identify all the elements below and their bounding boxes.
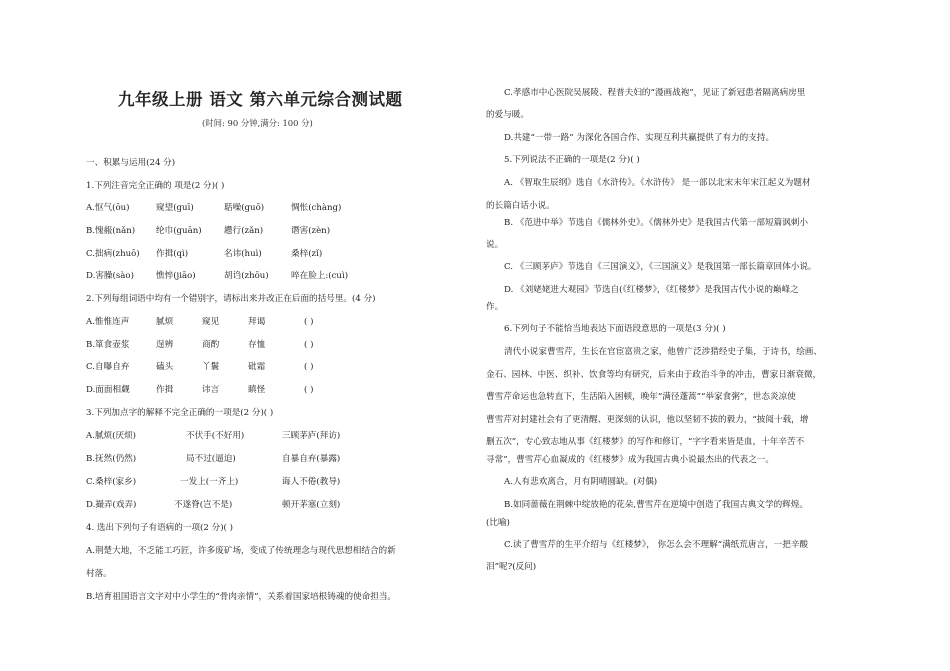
q4-option-a-cont: 村落。 bbox=[86, 569, 112, 579]
q1-option-cell: D.害臊(sào) bbox=[86, 271, 134, 281]
q2-answer-paren: ( ) bbox=[304, 340, 314, 350]
q2-answer-paren: ( ) bbox=[304, 317, 314, 327]
q1-option-cell: 谮害(zèn) bbox=[291, 226, 331, 236]
q3-option-cell: 诲人不倦(教导) bbox=[282, 477, 341, 487]
q2-option-cell: A.惟惟连声 bbox=[86, 317, 130, 327]
q1-option-cell: 纶巾(guān) bbox=[156, 226, 202, 236]
section-heading: 一、积累与运用(24 分) bbox=[86, 158, 176, 168]
q2-option-cell: D.面面相觑 bbox=[86, 385, 130, 395]
q1-option-cell: A.怄气(ōu) bbox=[86, 203, 130, 213]
q2-option-cell: 窥见 bbox=[202, 317, 220, 327]
q3-option-cell: D.撮弄(戏弄) bbox=[86, 500, 137, 510]
q2-option-cell: 逞辨 bbox=[156, 340, 174, 350]
q2-answer-paren: ( ) bbox=[304, 362, 314, 372]
q2-option-cell: 丫鬟 bbox=[202, 362, 220, 372]
q2-option-cell: 腻烦 bbox=[156, 317, 174, 327]
q2-option-cell: 拜谒 bbox=[248, 317, 266, 327]
q2-option-cell: 商酌 bbox=[202, 340, 220, 350]
q3-option-cell: 自暴自弃(暴露) bbox=[282, 454, 341, 464]
q4-option-c: C.孝感市中心医院吴展陵、程普夫妇的“漫画战袍”，见证了新冠患者隔离病房里 bbox=[504, 88, 806, 98]
q1-option-cell: 聒噪(guō) bbox=[224, 203, 265, 213]
q1-option-cell: 窥望(guī) bbox=[156, 203, 194, 213]
q2-option-cell: 瞋怪 bbox=[248, 385, 266, 395]
q5-option-b-cont: 说。 bbox=[486, 240, 504, 250]
q2-option-cell: C.自曝自弃 bbox=[86, 362, 130, 372]
exam-time-info: (时间: 90 分钟,满分: 100 分) bbox=[202, 118, 313, 128]
q6-option-b-cont: (比喻) bbox=[486, 518, 510, 528]
q6-passage-line: 清代小说家曹雪芹，生长在官宦富贵之家，他曾广泛涉猎经史子集，于诗书，绘画、 bbox=[504, 347, 822, 357]
q1-stem: 1.下列注音完全正确的 项是(2 分)( ) bbox=[86, 181, 225, 191]
q2-option-cell: 存恤 bbox=[248, 340, 266, 350]
q5-stem: 5.下列说法不正确的一项是(2 分)( ) bbox=[504, 155, 640, 165]
q1-option-cell: 趱行(zǎn) bbox=[224, 226, 264, 236]
q2-stem: 2.下列每组词语中均有一个错别字，请标出来并改正在后面的括号里。(4 分) bbox=[86, 294, 376, 304]
q6-passage-line: 曹雪芹对封建社会有了更清醒、更深刻的认识，他以坚韧不拔的毅力，“披阅十载，增 bbox=[486, 415, 809, 425]
q5-option-c: C. 《三顾茅庐》节选自《三国演义》，《三国演义》是我国第一部长篇章回体小说。 bbox=[504, 262, 817, 272]
q4-option-d: D.共建“一带一路” 为深化各国合作、实现互利共赢提供了有力的支持。 bbox=[504, 133, 775, 143]
q6-passage-line: 曹雪芹命运也急转直下，生活陷入困顿，晚年“满径蓬蒿”“举家食粥”，世态炎凉使 bbox=[486, 392, 796, 402]
q3-option-cell: 不遂脊(岂不是) bbox=[174, 500, 233, 510]
q2-answer-paren: ( ) bbox=[304, 385, 314, 395]
q3-option-cell: 一发上(一齐上) bbox=[180, 477, 239, 487]
q6-passage-line: 删五次”，专心致志地从事《红楼梦》的写作和修订，“字字看来皆是血，十年辛苦不 bbox=[486, 437, 805, 447]
q6-passage-line: 寻常”，曹雪芹心血凝成的《红楼梦》成为我国古典小说最杰出的代表之一。 bbox=[486, 455, 774, 465]
q6-option-c-cont: 泪”呢?(反问) bbox=[486, 562, 537, 572]
q5-option-a-cont: 的长篇白话小说。 bbox=[486, 201, 555, 211]
q1-option-cell: 胡诌(zhōu) bbox=[224, 271, 269, 281]
q1-option-cell: 憔悴(jiāo) bbox=[156, 271, 196, 281]
q2-option-cell: 砒霜 bbox=[248, 362, 266, 372]
q6-option-a: A.人有悲欢离合，月有阴晴圆缺。(对偶) bbox=[504, 477, 658, 487]
q1-option-cell: 惆怅(chàng) bbox=[291, 203, 342, 213]
q3-option-cell: C.桑梓(家乡) bbox=[86, 477, 137, 487]
q6-passage-line: 金石、园林、中医、织补、饮食等均有研究，后来由于政治斗争的冲击，曹家日渐衰微， bbox=[486, 370, 822, 380]
q3-option-cell: 顿开茅塞(立刻) bbox=[282, 500, 341, 510]
q1-option-cell: 作揖(qì) bbox=[156, 249, 189, 259]
q3-option-cell: 不伏手(不好用) bbox=[186, 431, 245, 441]
q3-option-cell: A.腻烦(厌烦) bbox=[86, 431, 137, 441]
q2-option-cell: 作揖 bbox=[156, 385, 174, 395]
q3-option-cell: 局不过(逼迫) bbox=[186, 454, 236, 464]
q4-stem: 4. 选出下列句子有语病的一项(2 分)( ) bbox=[86, 523, 233, 533]
q6-option-c: C.读了曹雪芹的生平介绍与《红楼梦》， 你怎么会不理解“满纸荒唐言，一把辛酸 bbox=[504, 540, 809, 550]
q5-option-d-cont: 作。 bbox=[486, 302, 504, 312]
q1-option-cell: 啐在脸上:(cuì) bbox=[291, 271, 349, 281]
q3-stem: 3.下列加点字的解释不完全正确的一项是(2 分)( ) bbox=[86, 408, 274, 418]
q5-option-d: D. 《刘姥姥进大观园》节选自(《红楼梦》，《红楼梦》是我国古代小说的巅峰之 bbox=[504, 285, 799, 295]
q6-stem: 6.下列句子不能恰当地表达下面语段意思的一项是(3 分)( ) bbox=[504, 324, 726, 334]
page-title: 九年级上册 语文 第六单元综合测试题 bbox=[118, 90, 403, 109]
q1-option-cell: 桑梓(zǐ) bbox=[291, 249, 323, 259]
q1-option-cell: 名讳(huì) bbox=[224, 249, 262, 259]
q5-option-b: B. 《范进中举》节选自《儒林外史》。《儒林外史》是我国古代第一部短篇讽刺小 bbox=[504, 218, 808, 228]
q6-option-b: B.如同蔷薇在荆棘中绽放艳的花朵,曹雪芹在逆境中创造了我国古典文学的辉煌。 bbox=[504, 500, 808, 510]
q5-option-a: A. 《智取生辰纲》选自《水浒传》。《水浒传》 是一部以北宋末年宋江起义为题材 bbox=[504, 178, 811, 188]
q4-option-c-cont: 的爱与暖。 bbox=[486, 110, 529, 120]
q4-option-a: A.荆楚大地，不乏能工巧匠，许多废矿场，变成了传统理念与现代思想相结合的新 bbox=[86, 546, 396, 556]
q3-option-cell: B.抚然(仍然) bbox=[86, 454, 137, 464]
q2-option-cell: 讳言 bbox=[202, 385, 220, 395]
q2-option-cell: 磕头 bbox=[156, 362, 174, 372]
q4-option-b: B.培育祖国语言文字对中小学生的“骨肉亲情”，关系着国家培根铸魂的使命担当。 bbox=[86, 592, 397, 602]
q1-option-cell: B.愧赧(nǎn) bbox=[86, 226, 136, 236]
q2-option-cell: B.箪食壶浆 bbox=[86, 340, 130, 350]
q3-option-cell: 三顾茅庐(拜访) bbox=[282, 431, 341, 441]
q1-option-cell: C.拙病(zhuō) bbox=[86, 249, 140, 259]
